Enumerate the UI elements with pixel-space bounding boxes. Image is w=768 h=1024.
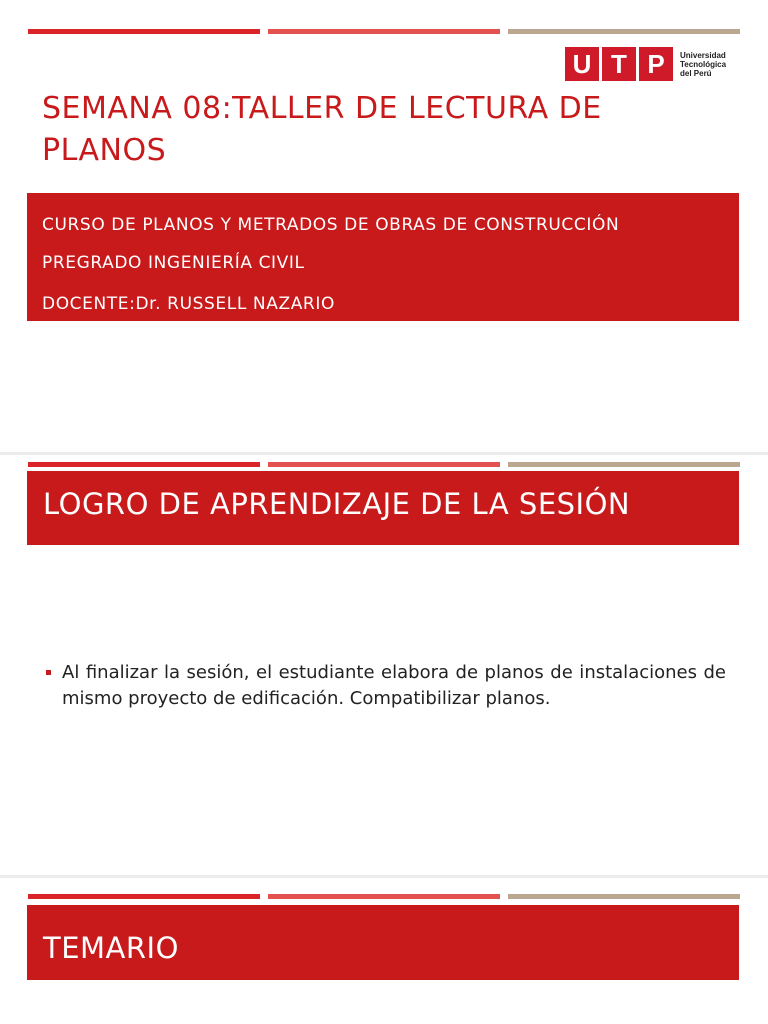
title-line-1: SEMANA 08:TALLER DE LECTURA DE [42, 91, 602, 126]
rule-segment-red [28, 29, 260, 34]
slide-heading: TEMARIO [43, 931, 179, 965]
rule-segment-light-red [268, 462, 500, 467]
teacher-name: DOCENTE:Dr. RUSSELL NAZARIO [42, 294, 335, 314]
top-rule [28, 462, 740, 467]
rule-segment-red [28, 894, 260, 899]
heading-band [27, 471, 739, 545]
subtitle-band [27, 193, 739, 321]
bullet-marker [46, 670, 51, 675]
learning-goal-slide [0, 455, 768, 875]
title-line-2: PLANOS [42, 133, 167, 168]
heading-band [27, 905, 739, 980]
rule-segment-tan [508, 29, 740, 34]
bullet-text: Al finalizar la sesión, el estudiante elabora de planos de instalaciones de mismo proyecto de edificación. Compatibilizar planos. [62, 662, 726, 709]
slide-title [42, 88, 642, 172]
logo-wordmark: Universidad Tecnológica del Perú [680, 50, 727, 78]
bullet-item [46, 660, 726, 712]
top-rule [28, 894, 740, 899]
rule-segment-red [28, 462, 260, 467]
program-name: PREGRADO INGENIERÍA CIVIL [42, 253, 305, 273]
rule-segment-light-red [268, 894, 500, 899]
rule-segment-tan [508, 894, 740, 899]
course-name: CURSO DE PLANOS Y METRADOS DE OBRAS DE CONSTRUCCIÓN [42, 215, 620, 235]
agenda-slide [0, 878, 768, 1024]
rule-segment-tan [508, 462, 740, 467]
logo-letter-p: P [639, 47, 673, 81]
utp-logo [565, 47, 726, 81]
slide-heading: LOGRO DE APRENDIZAJE DE LA SESIÓN [43, 487, 631, 521]
top-rule [28, 29, 740, 34]
logo-letter-u: U [565, 47, 599, 81]
logo-letter-t: T [602, 47, 636, 81]
title-slide [0, 0, 768, 452]
rule-segment-light-red [268, 29, 500, 34]
